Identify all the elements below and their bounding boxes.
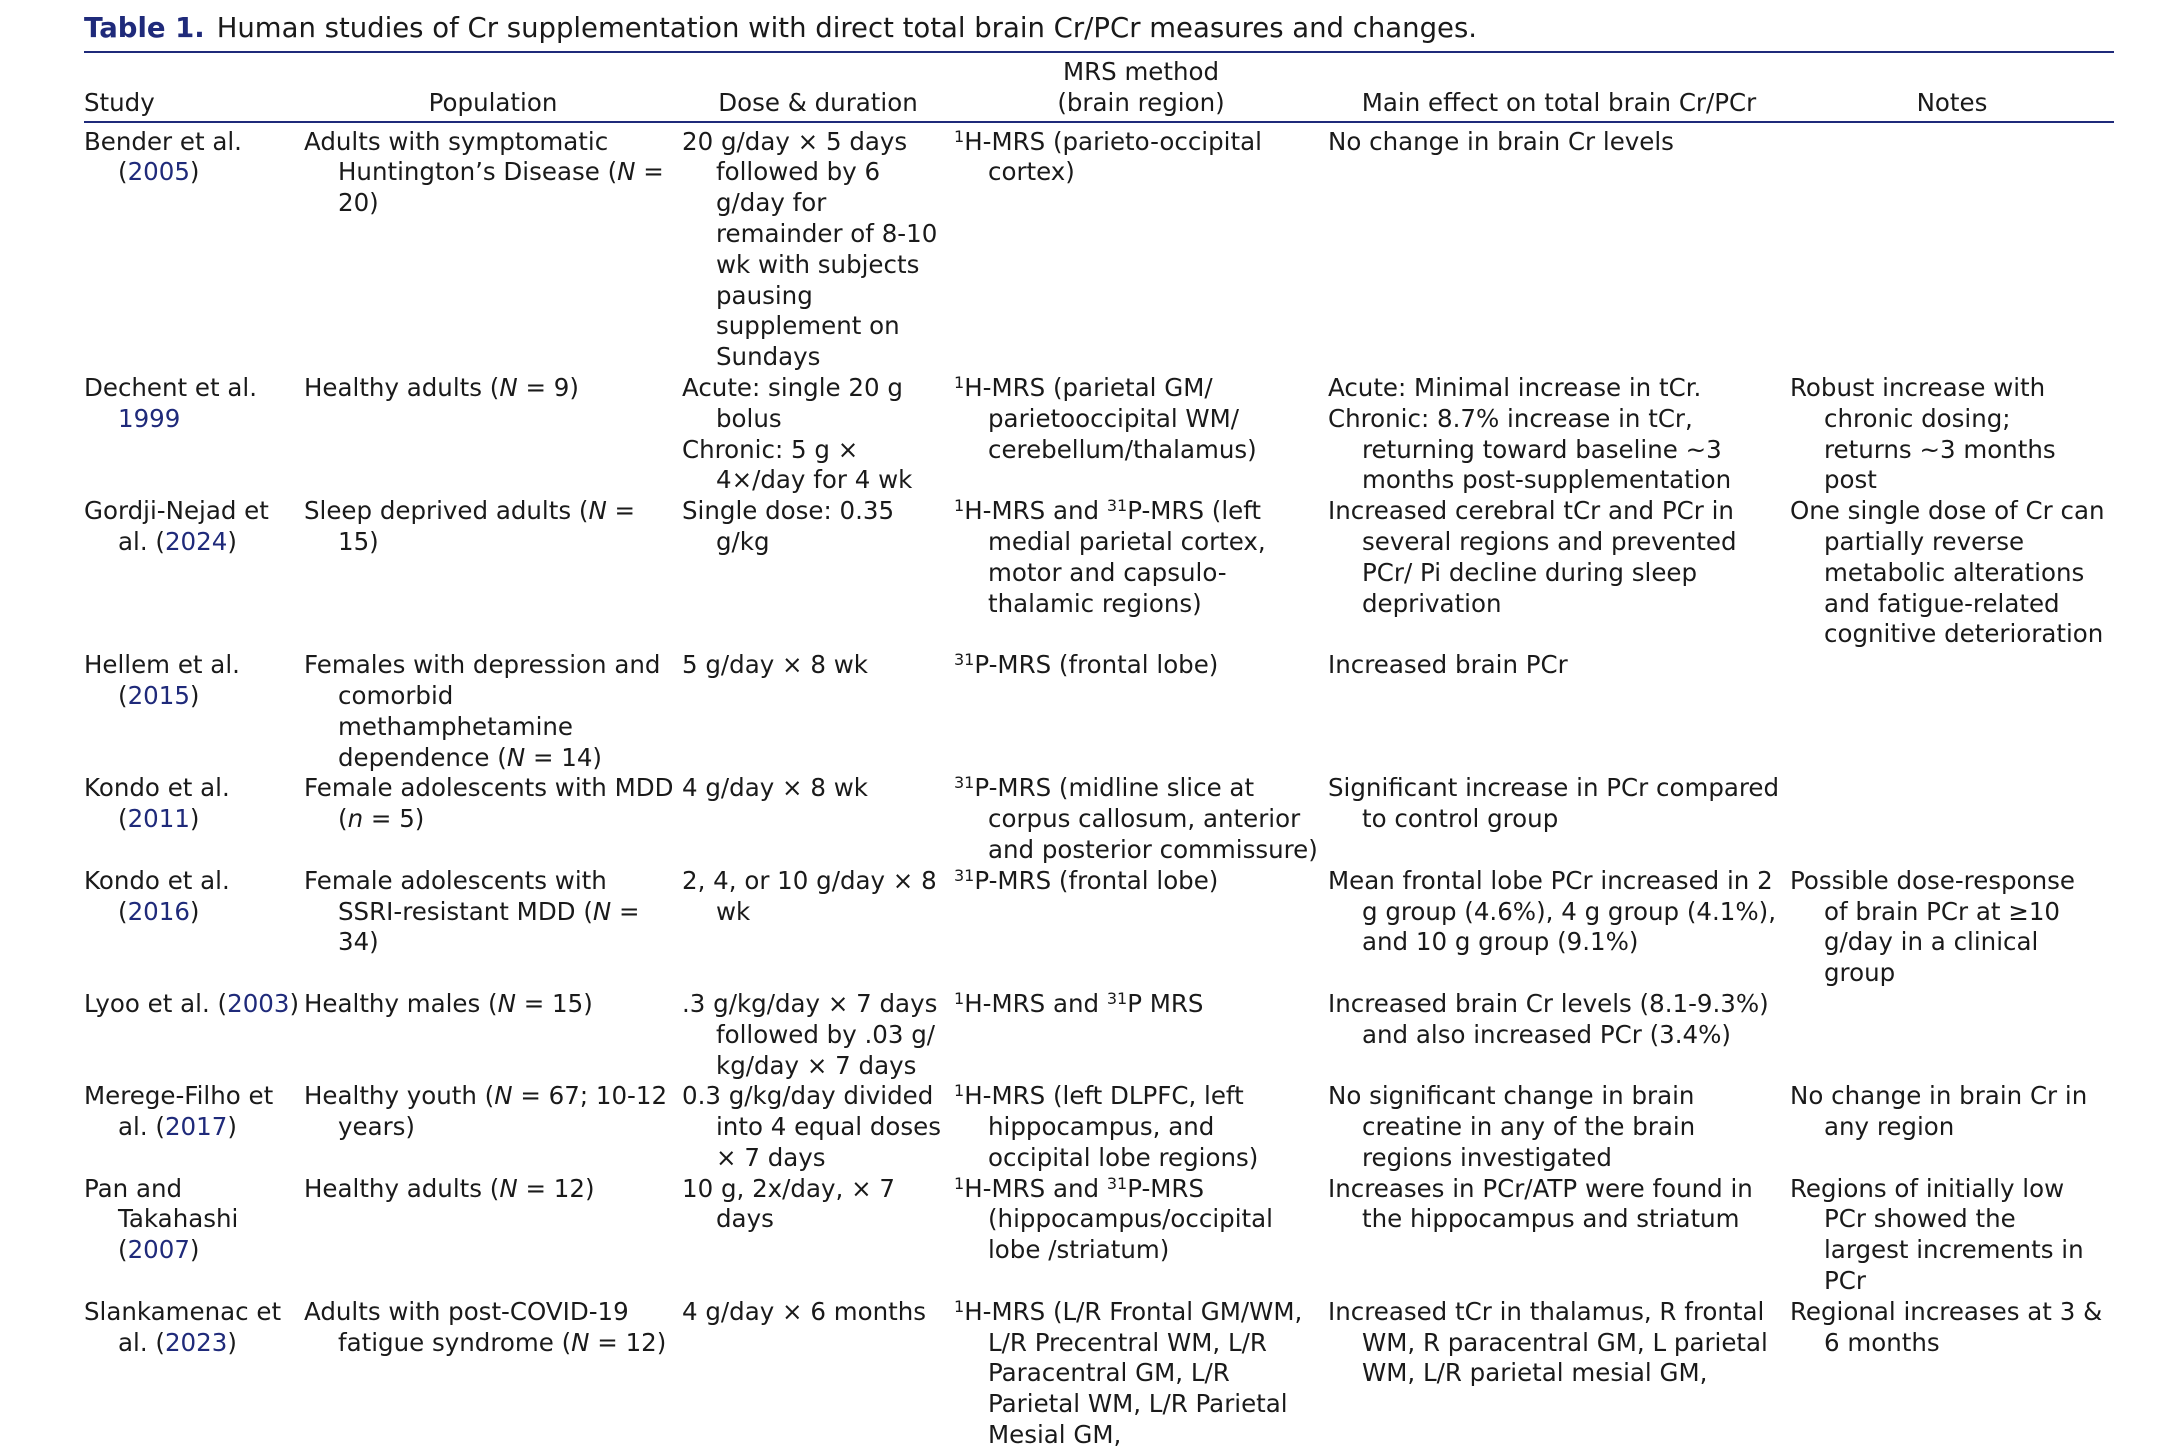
cell-population: Healthy adults (N = 9) — [304, 372, 579, 402]
cell-mrs: $^1$H-MRS (left DLPFC, left hippocampus, and occipital lobe regions) — [954, 1081, 1259, 1172]
table-caption — [84, 8, 2114, 48]
cell-population: Adults with post-COVID-19 fatigue syndrome (N = 12) — [304, 1296, 667, 1357]
cell-effect: No significant change in brain creatine in any of the brain regions investigated — [1328, 1081, 1696, 1172]
cell-population: Healthy adults (N = 12) — [304, 1173, 595, 1203]
cell-effect-acute: Acute: Minimal increase in tCr. — [1328, 372, 1702, 402]
header-population: Population — [428, 87, 558, 117]
header-dose: Dose & duration — [718, 87, 918, 117]
cell-dose: 0.3 g/kg/day divided into 4 equal doses × 7 days — [682, 1081, 941, 1172]
cell-notes: No change in brain Cr in any region — [1790, 1081, 2088, 1142]
cell-effect: Increased tCr in thalamus, R frontal WM, R paracentral GM, L parietal WM, L/R parietal mesial GM, — [1328, 1296, 1768, 1388]
cell-mrs: $^{31}$P-MRS (frontal lobe) — [954, 650, 1219, 680]
cell-dose-chronic: Chronic: 5 g × 4×/day for 4 wk — [682, 434, 913, 495]
cell-dose: 4 g/day × 6 months — [682, 1296, 927, 1326]
cell-study: Gordji-Nejad et al. (2024) — [84, 496, 269, 556]
cell-study: Slankamenac et al. (2023) — [84, 1296, 282, 1357]
table-row — [84, 650, 2114, 773]
cell-dose: 10 g, 2x/day, × 7 days — [682, 1173, 895, 1234]
header-row — [84, 53, 2114, 121]
header-mrs-line2: (brain region) — [1057, 87, 1225, 117]
header-notes: Notes — [1916, 87, 1988, 117]
cell-population: Sleep deprived adults (N = 15) — [304, 496, 636, 556]
citation-link[interactable]: 2017 — [164, 1112, 228, 1142]
cell-notes: Possible dose-response of brain PCr at ≥10 g/day in a clinical group — [1790, 865, 2075, 988]
citation-link[interactable]: 2015 — [127, 680, 190, 710]
cell-mrs: $^1$H-MRS (L/R Frontal GM/WM, L/R Precentral WM, L/R Paracentral GM, L/R Parietal WM, L/R Parietal Mesial GM, — [954, 1296, 1303, 1450]
header-study: Study — [84, 87, 155, 117]
header-effect: Main effect on total brain Cr/PCr — [1361, 87, 1757, 117]
table-row — [84, 1081, 2114, 1173]
table-row — [84, 496, 2114, 650]
table-label: Table 1. — [84, 12, 205, 44]
cell-population: Females with depression and comorbid methamphetamine dependence (N = 14) — [304, 650, 661, 772]
table-row — [84, 773, 2114, 865]
cell-study: Kondo et al. (2016) — [84, 865, 230, 926]
cell-effect: Significant increase in PCr compared to control group — [1328, 773, 1780, 834]
cell-mrs: $^{31}$P-MRS (midline slice at corpus callosum, anterior and posterior commissure) — [954, 773, 1318, 864]
table-row — [84, 1174, 2114, 1297]
cell-dose: 4 g/day × 8 wk — [682, 773, 868, 803]
cell-effect: Increased brain PCr — [1328, 650, 1568, 680]
cell-study: Lyoo et al. (2003) — [84, 988, 300, 1018]
cell-effect: Increased brain Cr levels (8.1-9.3%) and also increased PCr (3.4%) — [1328, 988, 1769, 1049]
cell-mrs: $^1$H-MRS (parieto-occipital cortex) — [954, 126, 1262, 187]
citation-link[interactable]: 2016 — [127, 896, 190, 926]
document-page — [84, 8, 2114, 1451]
cell-dose: 2, 4, or 10 g/day × 8 wk — [682, 865, 937, 926]
cell-study: Hellem et al. (2015) — [84, 650, 240, 710]
table-row — [84, 373, 2114, 496]
citation-link[interactable]: 2011 — [127, 804, 190, 834]
cell-effect: No change in brain Cr levels — [1328, 126, 1674, 156]
cell-population: Female adolescents with SSRI-resistant MDD (N = 34) — [304, 865, 640, 957]
cell-study: Bender et al. (2005) — [84, 126, 242, 187]
table-row — [84, 866, 2114, 989]
cell-dose: 5 g/day × 8 wk — [682, 650, 868, 680]
citation-link[interactable]: 2023 — [164, 1327, 228, 1357]
cell-mrs: $^1$H-MRS and $^{31}$P MRS — [954, 988, 1204, 1018]
cell-effect: Mean frontal lobe PCr increased in 2 g group (4.6%), 4 g group (4.1%), and 10 g group (9.1%) — [1328, 865, 1777, 957]
cell-population: Healthy youth (N = 67; 10-12 years) — [304, 1081, 668, 1142]
cell-effect-chronic: Chronic: 8.7% increase in tCr, returning toward baseline ~3 months post-supplementation — [1328, 403, 1732, 495]
cell-study: Dechent et al. 1999 — [84, 372, 258, 433]
cell-mrs: $^{31}$P-MRS (frontal lobe) — [954, 865, 1219, 895]
cell-population: Female adolescents with MDD (n = 5) — [304, 773, 674, 834]
cell-mrs: $^1$H-MRS (parietal GM/ parietooccipital WM/ cerebellum/thalamus) — [954, 372, 1257, 464]
header-mrs — [954, 53, 1328, 121]
citation-link[interactable]: 1999 — [118, 403, 181, 433]
citation-link[interactable]: 2024 — [164, 526, 228, 556]
table-row — [84, 989, 2114, 1081]
header-mrs-line1: MRS method — [1062, 57, 1220, 86]
citation-link[interactable]: 2007 — [127, 1235, 190, 1265]
cell-population: Adults with symptomatic Huntington’s Disease (N = 20) — [304, 126, 664, 218]
cell-notes: Robust increase with chronic dosing; returns ~3 months post — [1790, 372, 2056, 495]
cell-notes: Regional increases at 3 & 6 months — [1790, 1296, 2103, 1357]
table-title: Human studies of Cr supplementation with direct total brain Cr/PCr measures and changes. — [216, 12, 1478, 44]
cell-dose: 20 g/day × 5 days followed by 6 g/day for remainder of 8-10 wk with subjects pausing supplement on Sundays — [682, 126, 938, 372]
cell-study: Pan and Takahashi (2007) — [84, 1173, 239, 1265]
cell-notes: One single dose of Cr can partially reverse metabolic alterations and fatigue-related cognitive deterioration — [1790, 496, 2105, 649]
studies-table — [84, 53, 2114, 1451]
citation-link[interactable]: 2005 — [127, 157, 190, 187]
cell-mrs: $^1$H-MRS and $^{31}$P-MRS (hippocampus/occipital lobe /striatum) — [954, 1173, 1273, 1265]
table-row — [84, 123, 2114, 373]
cell-study: Kondo et al. (2011) — [84, 773, 230, 834]
cell-population: Healthy males (N = 15) — [304, 988, 593, 1018]
cell-study: Merege-Filho et al. (2017) — [84, 1081, 274, 1142]
citation-link[interactable]: 2003 — [227, 988, 290, 1018]
table-row — [84, 1297, 2114, 1451]
cell-effect: Increases in PCr/ATP were found in the hippocampus and striatum — [1328, 1173, 1753, 1234]
cell-effect: Increased cerebral tCr and PCr in several regions and prevented PCr/ Pi decline during sleep deprivation — [1328, 496, 1737, 618]
cell-dose: .3 g/kg/day × 7 days followed by .03 g/ kg/day × 7 days — [682, 988, 938, 1080]
cell-dose: Single dose: 0.35 g/kg — [682, 496, 895, 556]
cell-dose-acute: Acute: single 20 g bolus — [682, 372, 903, 433]
cell-notes: Regions of initially low PCr showed the largest increments in PCr — [1790, 1173, 2084, 1296]
cell-mrs: $^1$H-MRS and $^{31}$P-MRS (left medial parietal cortex, motor and capsulo-thalamic regions) — [954, 496, 1266, 618]
